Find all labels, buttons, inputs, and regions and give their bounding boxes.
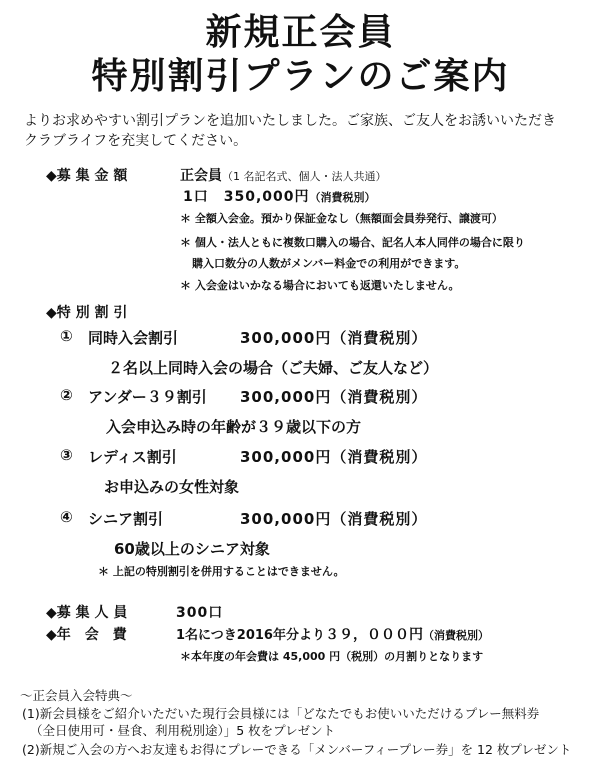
intro-line1: よりお求めやすい割引プランを追加いたしました。ご家族、ご友人をお誘いいただき xyxy=(24,113,556,129)
benefit-1-line2: （全日使用可・昼食、利用税別途）」5 枚をプレゼント xyxy=(30,723,336,738)
discount-4-num: ④ xyxy=(60,508,73,526)
membership-type-note: （1 名記名式、個人・法人共通） xyxy=(222,170,387,183)
benefit-1-line1: (1)新会員様をご紹介いただいた現行会員様には「どなたでもお使いいただけるプレー無料券 xyxy=(22,706,540,721)
annual-fee-value: 1名につき2016年分より xyxy=(176,628,325,643)
discount-3-name: レディス割引 xyxy=(88,448,177,466)
amount-note-3: ＊ 入会金はいかなる場合においても返還いたしません。 xyxy=(180,279,460,292)
discount-1-condition: ２名以上同時入会の場合（ご夫婦、ご友人など） xyxy=(108,359,439,377)
amount-note-2a: ＊ 個人・法人ともに複数口購入の場合、記名人本人同伴の場合に限り xyxy=(180,236,525,249)
special-discount-label: ◆特 別 割 引 xyxy=(46,305,128,321)
discount-1-price: 300,000円（消費税別） xyxy=(240,329,428,347)
recruit-count-value: 300口 xyxy=(176,605,224,621)
recruit-amount-label: ◆募 集 金 額 xyxy=(46,168,128,184)
discount-4-name: シニア割引 xyxy=(88,510,164,528)
discount-2-price: 300,000円（消費税別） xyxy=(240,388,428,406)
discount-3-condition: お申込みの女性対象 xyxy=(104,478,240,496)
membership-type-row xyxy=(180,165,387,185)
discount-3-num: ③ xyxy=(60,446,73,464)
annual-fee-tax: （消費税別） xyxy=(422,629,489,642)
intro-line2: クラブライフを充実してください。 xyxy=(24,133,248,149)
discount-note: ＊ 上記の特別割引を併用することはできません。 xyxy=(98,565,345,578)
annual-fee-label: ◆年 会 費 xyxy=(46,627,127,643)
benefit-2: (2)新規ご入会の方へお友達もお得にプレーできる「メンバーフィープレー券」を 12 枚プレゼント xyxy=(22,742,572,757)
discount-2-name: アンダー３９割引 xyxy=(88,388,207,406)
membership-type: 正会員 xyxy=(180,168,222,184)
recruit-count-label: ◆募 集 人 員 xyxy=(46,605,128,621)
amount-note-2b: 購入口数分の人数がメンバー料金での利用ができます。 xyxy=(192,257,466,270)
discount-1-num: ① xyxy=(60,327,73,345)
membership-price: 1口 350,000円 xyxy=(183,189,310,205)
discount-2-condition: 入会申込み時の年齢が３９歳以下の方 xyxy=(106,418,362,436)
price-row xyxy=(183,186,376,206)
discount-4-condition: 60歳以上のシニア対象 xyxy=(114,540,270,558)
amount-note-1: ＊ 全額入会金。預かり保証金なし（無額面会員券発行、譲渡可） xyxy=(180,212,503,225)
discount-2-num: ② xyxy=(60,386,73,404)
discount-3-price: 300,000円（消費税別） xyxy=(240,448,428,466)
annual-fee-row xyxy=(176,624,489,644)
discount-4-price: 300,000円（消費税別） xyxy=(240,510,428,528)
page-title-line1: 新規正会員 xyxy=(205,12,396,53)
membership-price-tax: （消費税別） xyxy=(309,191,376,204)
benefits-title: ～正会員入会特典～ xyxy=(20,688,133,703)
page-title-line2: 特別割引プランのご案内 xyxy=(91,56,510,97)
annual-fee-amount: ３９，０００円 xyxy=(324,627,423,643)
discount-1-name: 同時入会割引 xyxy=(88,329,179,347)
annual-fee-note: ＊本年度の年会費は 45,000 円（税別）の月割りとなります xyxy=(180,650,484,663)
